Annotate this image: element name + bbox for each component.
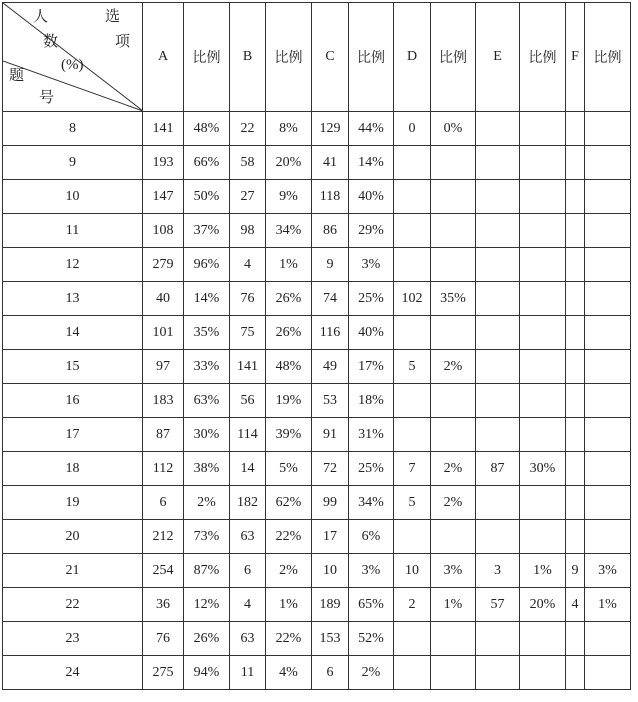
count-cell bbox=[476, 248, 520, 282]
count-cell: 4 bbox=[566, 588, 585, 622]
ratio-cell: 29% bbox=[349, 214, 394, 248]
count-cell: 2 bbox=[394, 588, 431, 622]
count-cell bbox=[566, 384, 585, 418]
ratio-cell: 37% bbox=[184, 214, 230, 248]
count-cell: 275 bbox=[143, 656, 184, 690]
ratio-cell: 3% bbox=[349, 248, 394, 282]
count-cell: 3 bbox=[476, 554, 520, 588]
question-number-cell: 16 bbox=[3, 384, 143, 418]
table-row bbox=[3, 486, 631, 520]
count-cell: 14 bbox=[230, 452, 266, 486]
count-cell bbox=[476, 350, 520, 384]
count-cell bbox=[476, 656, 520, 690]
ratio-cell: 14% bbox=[184, 282, 230, 316]
ratio-cell: 63% bbox=[184, 384, 230, 418]
count-cell: 63 bbox=[230, 622, 266, 656]
count-cell bbox=[476, 316, 520, 350]
ratio-cell: 18% bbox=[349, 384, 394, 418]
ratio-cell: 39% bbox=[266, 418, 312, 452]
count-cell: 279 bbox=[143, 248, 184, 282]
ratio-cell: 26% bbox=[266, 282, 312, 316]
count-cell: 4 bbox=[230, 248, 266, 282]
count-cell bbox=[394, 316, 431, 350]
count-cell: 183 bbox=[143, 384, 184, 418]
question-number-cell: 10 bbox=[3, 180, 143, 214]
count-cell bbox=[566, 282, 585, 316]
count-cell: 193 bbox=[143, 146, 184, 180]
ratio-cell bbox=[585, 452, 631, 486]
ratio-cell: 87% bbox=[184, 554, 230, 588]
table-row bbox=[3, 418, 631, 452]
count-cell bbox=[394, 384, 431, 418]
ratio-cell: 3% bbox=[349, 554, 394, 588]
corner-label-percent: (%) bbox=[61, 57, 84, 73]
column-header: D bbox=[394, 3, 431, 112]
ratio-cell: 33% bbox=[184, 350, 230, 384]
ratio-cell bbox=[520, 112, 566, 146]
count-cell: 108 bbox=[143, 214, 184, 248]
count-cell: 189 bbox=[312, 588, 349, 622]
column-header: C bbox=[312, 3, 349, 112]
ratio-cell: 34% bbox=[349, 486, 394, 520]
ratio-cell: 52% bbox=[349, 622, 394, 656]
count-cell: 147 bbox=[143, 180, 184, 214]
ratio-cell: 2% bbox=[431, 486, 476, 520]
survey-results-table bbox=[2, 2, 631, 690]
count-cell bbox=[566, 214, 585, 248]
ratio-cell: 25% bbox=[349, 452, 394, 486]
column-header: 比例 bbox=[266, 3, 312, 112]
count-cell: 141 bbox=[143, 112, 184, 146]
diagonal-header-cell bbox=[3, 3, 143, 112]
question-number-cell: 24 bbox=[3, 656, 143, 690]
ratio-cell bbox=[520, 146, 566, 180]
ratio-cell bbox=[520, 248, 566, 282]
count-cell: 5 bbox=[394, 350, 431, 384]
count-cell: 153 bbox=[312, 622, 349, 656]
table-row bbox=[3, 112, 631, 146]
ratio-cell: 40% bbox=[349, 316, 394, 350]
corner-label-ren: 人 bbox=[33, 9, 49, 25]
ratio-cell: 35% bbox=[431, 282, 476, 316]
table-row bbox=[3, 282, 631, 316]
count-cell: 17 bbox=[312, 520, 349, 554]
ratio-cell bbox=[520, 282, 566, 316]
count-cell: 58 bbox=[230, 146, 266, 180]
count-cell bbox=[566, 248, 585, 282]
count-cell: 40 bbox=[143, 282, 184, 316]
table-row bbox=[3, 180, 631, 214]
count-cell: 118 bbox=[312, 180, 349, 214]
ratio-cell: 25% bbox=[349, 282, 394, 316]
count-cell: 72 bbox=[312, 452, 349, 486]
ratio-cell bbox=[431, 384, 476, 418]
ratio-cell: 1% bbox=[585, 588, 631, 622]
table-row bbox=[3, 316, 631, 350]
ratio-cell: 22% bbox=[266, 520, 312, 554]
count-cell: 74 bbox=[312, 282, 349, 316]
table-row bbox=[3, 384, 631, 418]
ratio-cell: 4% bbox=[266, 656, 312, 690]
count-cell bbox=[476, 418, 520, 452]
count-cell: 112 bbox=[143, 452, 184, 486]
ratio-cell bbox=[585, 180, 631, 214]
ratio-cell: 48% bbox=[184, 112, 230, 146]
count-cell bbox=[566, 146, 585, 180]
ratio-cell: 9% bbox=[266, 180, 312, 214]
count-cell bbox=[566, 418, 585, 452]
ratio-cell: 12% bbox=[184, 588, 230, 622]
count-cell: 49 bbox=[312, 350, 349, 384]
table-row bbox=[3, 656, 631, 690]
question-number-cell: 18 bbox=[3, 452, 143, 486]
count-cell bbox=[476, 180, 520, 214]
count-cell bbox=[394, 146, 431, 180]
count-cell bbox=[476, 520, 520, 554]
question-number-cell: 17 bbox=[3, 418, 143, 452]
question-number-cell: 12 bbox=[3, 248, 143, 282]
question-number-cell: 9 bbox=[3, 146, 143, 180]
count-cell: 97 bbox=[143, 350, 184, 384]
count-cell: 56 bbox=[230, 384, 266, 418]
ratio-cell bbox=[585, 622, 631, 656]
count-cell bbox=[394, 180, 431, 214]
ratio-cell: 38% bbox=[184, 452, 230, 486]
count-cell: 98 bbox=[230, 214, 266, 248]
ratio-cell bbox=[585, 418, 631, 452]
count-cell: 9 bbox=[566, 554, 585, 588]
count-cell: 10 bbox=[394, 554, 431, 588]
ratio-cell: 50% bbox=[184, 180, 230, 214]
count-cell: 10 bbox=[312, 554, 349, 588]
ratio-cell bbox=[431, 622, 476, 656]
table-row bbox=[3, 588, 631, 622]
ratio-cell: 14% bbox=[349, 146, 394, 180]
ratio-cell: 30% bbox=[184, 418, 230, 452]
table-row bbox=[3, 452, 631, 486]
ratio-cell bbox=[585, 384, 631, 418]
ratio-cell: 0% bbox=[431, 112, 476, 146]
count-cell: 11 bbox=[230, 656, 266, 690]
ratio-cell bbox=[585, 248, 631, 282]
ratio-cell bbox=[520, 316, 566, 350]
ratio-cell bbox=[585, 112, 631, 146]
table-row bbox=[3, 146, 631, 180]
count-cell bbox=[476, 146, 520, 180]
ratio-cell: 66% bbox=[184, 146, 230, 180]
count-cell: 27 bbox=[230, 180, 266, 214]
corner-label-hao: 号 bbox=[39, 90, 55, 106]
count-cell: 76 bbox=[230, 282, 266, 316]
count-cell bbox=[394, 214, 431, 248]
count-cell bbox=[476, 112, 520, 146]
ratio-cell bbox=[431, 418, 476, 452]
question-number-cell: 14 bbox=[3, 316, 143, 350]
ratio-cell: 2% bbox=[266, 554, 312, 588]
ratio-cell bbox=[520, 656, 566, 690]
table-row bbox=[3, 554, 631, 588]
count-cell bbox=[394, 248, 431, 282]
column-header: 比例 bbox=[184, 3, 230, 112]
question-number-cell: 8 bbox=[3, 112, 143, 146]
question-number-cell: 22 bbox=[3, 588, 143, 622]
count-cell: 5 bbox=[394, 486, 431, 520]
ratio-cell: 19% bbox=[266, 384, 312, 418]
ratio-cell: 62% bbox=[266, 486, 312, 520]
count-cell: 87 bbox=[143, 418, 184, 452]
count-cell bbox=[566, 520, 585, 554]
ratio-cell: 17% bbox=[349, 350, 394, 384]
ratio-cell bbox=[585, 282, 631, 316]
count-cell: 53 bbox=[312, 384, 349, 418]
count-cell: 36 bbox=[143, 588, 184, 622]
count-cell: 4 bbox=[230, 588, 266, 622]
count-cell bbox=[394, 520, 431, 554]
ratio-cell bbox=[431, 248, 476, 282]
ratio-cell bbox=[585, 486, 631, 520]
ratio-cell bbox=[520, 384, 566, 418]
count-cell: 254 bbox=[143, 554, 184, 588]
ratio-cell: 1% bbox=[266, 248, 312, 282]
count-cell bbox=[394, 418, 431, 452]
ratio-cell: 44% bbox=[349, 112, 394, 146]
column-header: 比例 bbox=[349, 3, 394, 112]
count-cell bbox=[566, 112, 585, 146]
count-cell: 114 bbox=[230, 418, 266, 452]
count-cell: 129 bbox=[312, 112, 349, 146]
ratio-cell: 96% bbox=[184, 248, 230, 282]
count-cell: 116 bbox=[312, 316, 349, 350]
column-header: B bbox=[230, 3, 266, 112]
ratio-cell: 2% bbox=[431, 452, 476, 486]
count-cell: 101 bbox=[143, 316, 184, 350]
question-number-cell: 20 bbox=[3, 520, 143, 554]
table-body bbox=[3, 112, 631, 690]
ratio-cell: 2% bbox=[431, 350, 476, 384]
count-cell bbox=[394, 656, 431, 690]
ratio-cell: 8% bbox=[266, 112, 312, 146]
ratio-cell: 5% bbox=[266, 452, 312, 486]
ratio-cell: 35% bbox=[184, 316, 230, 350]
count-cell: 86 bbox=[312, 214, 349, 248]
table-row bbox=[3, 622, 631, 656]
column-header: F bbox=[566, 3, 585, 112]
count-cell: 6 bbox=[230, 554, 266, 588]
count-cell bbox=[476, 214, 520, 248]
count-cell: 141 bbox=[230, 350, 266, 384]
count-cell: 212 bbox=[143, 520, 184, 554]
ratio-cell: 48% bbox=[266, 350, 312, 384]
ratio-cell: 40% bbox=[349, 180, 394, 214]
ratio-cell: 26% bbox=[266, 316, 312, 350]
count-cell: 22 bbox=[230, 112, 266, 146]
ratio-cell bbox=[520, 520, 566, 554]
ratio-cell: 73% bbox=[184, 520, 230, 554]
count-cell: 6 bbox=[143, 486, 184, 520]
count-cell: 7 bbox=[394, 452, 431, 486]
count-cell bbox=[566, 656, 585, 690]
ratio-cell: 3% bbox=[585, 554, 631, 588]
count-cell: 57 bbox=[476, 588, 520, 622]
table-row bbox=[3, 350, 631, 384]
ratio-cell: 30% bbox=[520, 452, 566, 486]
ratio-cell bbox=[520, 418, 566, 452]
survey-table-container bbox=[2, 2, 631, 690]
count-cell bbox=[566, 350, 585, 384]
ratio-cell: 6% bbox=[349, 520, 394, 554]
count-cell bbox=[476, 282, 520, 316]
ratio-cell bbox=[520, 622, 566, 656]
question-number-cell: 11 bbox=[3, 214, 143, 248]
count-cell bbox=[566, 622, 585, 656]
corner-label-ti: 题 bbox=[9, 68, 25, 84]
table-row bbox=[3, 248, 631, 282]
question-number-cell: 15 bbox=[3, 350, 143, 384]
ratio-cell bbox=[585, 350, 631, 384]
question-number-cell: 13 bbox=[3, 282, 143, 316]
count-cell: 63 bbox=[230, 520, 266, 554]
count-cell: 182 bbox=[230, 486, 266, 520]
table-row bbox=[3, 214, 631, 248]
ratio-cell bbox=[585, 520, 631, 554]
corner-label-xuan: 选 bbox=[105, 9, 121, 25]
count-cell bbox=[566, 452, 585, 486]
ratio-cell: 34% bbox=[266, 214, 312, 248]
column-header: 比例 bbox=[431, 3, 476, 112]
question-number-cell: 23 bbox=[3, 622, 143, 656]
count-cell: 75 bbox=[230, 316, 266, 350]
ratio-cell: 2% bbox=[349, 656, 394, 690]
count-cell: 9 bbox=[312, 248, 349, 282]
ratio-cell bbox=[431, 316, 476, 350]
count-cell bbox=[394, 622, 431, 656]
question-number-cell: 21 bbox=[3, 554, 143, 588]
count-cell bbox=[476, 486, 520, 520]
table-row bbox=[3, 520, 631, 554]
ratio-cell: 26% bbox=[184, 622, 230, 656]
ratio-cell bbox=[585, 656, 631, 690]
ratio-cell: 20% bbox=[520, 588, 566, 622]
count-cell: 76 bbox=[143, 622, 184, 656]
count-cell bbox=[476, 384, 520, 418]
ratio-cell bbox=[520, 486, 566, 520]
ratio-cell bbox=[431, 146, 476, 180]
ratio-cell: 1% bbox=[520, 554, 566, 588]
ratio-cell bbox=[431, 214, 476, 248]
ratio-cell: 2% bbox=[184, 486, 230, 520]
column-header: A bbox=[143, 3, 184, 112]
ratio-cell: 31% bbox=[349, 418, 394, 452]
corner-label-xiang: 项 bbox=[115, 34, 131, 50]
ratio-cell bbox=[431, 180, 476, 214]
column-header: 比例 bbox=[585, 3, 631, 112]
count-cell: 91 bbox=[312, 418, 349, 452]
count-cell bbox=[566, 486, 585, 520]
ratio-cell: 20% bbox=[266, 146, 312, 180]
ratio-cell bbox=[585, 146, 631, 180]
ratio-cell: 22% bbox=[266, 622, 312, 656]
ratio-cell bbox=[520, 214, 566, 248]
count-cell: 87 bbox=[476, 452, 520, 486]
count-cell bbox=[476, 622, 520, 656]
count-cell: 102 bbox=[394, 282, 431, 316]
count-cell: 6 bbox=[312, 656, 349, 690]
question-number-cell: 19 bbox=[3, 486, 143, 520]
ratio-cell: 1% bbox=[431, 588, 476, 622]
ratio-cell bbox=[431, 656, 476, 690]
ratio-cell bbox=[431, 520, 476, 554]
column-header: E bbox=[476, 3, 520, 112]
ratio-cell: 94% bbox=[184, 656, 230, 690]
ratio-cell bbox=[520, 350, 566, 384]
corner-label-shu: 数 bbox=[43, 34, 59, 50]
count-cell bbox=[566, 316, 585, 350]
header-row bbox=[3, 3, 631, 112]
count-cell: 41 bbox=[312, 146, 349, 180]
ratio-cell: 65% bbox=[349, 588, 394, 622]
count-cell: 0 bbox=[394, 112, 431, 146]
ratio-cell bbox=[585, 316, 631, 350]
ratio-cell bbox=[520, 180, 566, 214]
count-cell bbox=[566, 180, 585, 214]
column-header: 比例 bbox=[520, 3, 566, 112]
ratio-cell: 3% bbox=[431, 554, 476, 588]
count-cell: 99 bbox=[312, 486, 349, 520]
ratio-cell bbox=[585, 214, 631, 248]
ratio-cell: 1% bbox=[266, 588, 312, 622]
